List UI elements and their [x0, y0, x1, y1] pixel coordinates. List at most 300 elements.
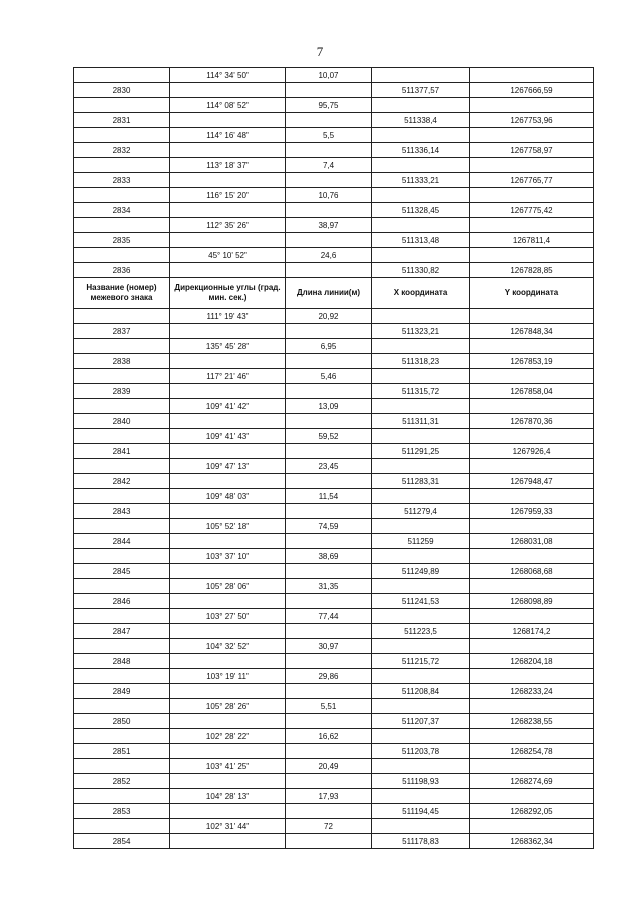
- y-coordinate-cell: 1268274,69: [470, 774, 594, 789]
- table-row: [74, 444, 594, 459]
- y-coordinate-cell: [470, 519, 594, 534]
- y-coordinate-cell: 1267758,97: [470, 143, 594, 158]
- line-length-cell: [286, 564, 372, 579]
- y-coordinate-cell: 1268254,78: [470, 744, 594, 759]
- marker-name-cell: 2843: [74, 504, 170, 519]
- direction-angle-cell: 103° 27' 50": [170, 609, 286, 624]
- x-coordinate-cell: [372, 248, 470, 263]
- y-coordinate-cell: 1267959,33: [470, 504, 594, 519]
- y-coordinate-cell: [470, 789, 594, 804]
- direction-angle-cell: [170, 414, 286, 429]
- x-coordinate-cell: 511333,21: [372, 173, 470, 188]
- y-coordinate-cell: [470, 98, 594, 113]
- y-coordinate-cell: 1267828,85: [470, 263, 594, 278]
- table-row: [74, 534, 594, 549]
- table-row: [74, 459, 594, 474]
- y-coordinate-cell: [470, 549, 594, 564]
- header-y: Y координата: [470, 278, 594, 309]
- table-row: [74, 834, 594, 849]
- line-length-cell: 29,86: [286, 669, 372, 684]
- line-length-cell: 10,76: [286, 188, 372, 203]
- y-coordinate-cell: 1267858,04: [470, 384, 594, 399]
- marker-name-cell: [74, 459, 170, 474]
- marker-name-cell: [74, 609, 170, 624]
- marker-name-cell: [74, 68, 170, 83]
- line-length-cell: [286, 354, 372, 369]
- marker-name-cell: [74, 339, 170, 354]
- y-coordinate-cell: [470, 699, 594, 714]
- x-coordinate-cell: 511315,72: [372, 384, 470, 399]
- line-length-cell: [286, 534, 372, 549]
- direction-angle-cell: 102° 31' 44": [170, 819, 286, 834]
- line-length-cell: [286, 714, 372, 729]
- line-length-cell: 6,95: [286, 339, 372, 354]
- marker-name-cell: [74, 98, 170, 113]
- table-row: [74, 594, 594, 609]
- table-row: [74, 759, 594, 774]
- direction-angle-cell: [170, 83, 286, 98]
- line-length-cell: [286, 143, 372, 158]
- y-coordinate-cell: [470, 188, 594, 203]
- line-length-cell: 24,6: [286, 248, 372, 263]
- table-row: [74, 489, 594, 504]
- marker-name-cell: [74, 699, 170, 714]
- marker-name-cell: [74, 429, 170, 444]
- x-coordinate-cell: [372, 399, 470, 414]
- table-row: [74, 654, 594, 669]
- direction-angle-cell: 114° 08' 52": [170, 98, 286, 113]
- x-coordinate-cell: [372, 549, 470, 564]
- table-row: [74, 143, 594, 158]
- table-row: [74, 354, 594, 369]
- line-length-cell: [286, 233, 372, 248]
- table-row: [74, 128, 594, 143]
- line-length-cell: [286, 263, 372, 278]
- line-length-cell: [286, 414, 372, 429]
- table-row: [74, 113, 594, 128]
- x-coordinate-cell: 511249,89: [372, 564, 470, 579]
- line-length-cell: 23,45: [286, 459, 372, 474]
- x-coordinate-cell: 511279,4: [372, 504, 470, 519]
- direction-angle-cell: 117° 21' 46": [170, 369, 286, 384]
- y-coordinate-cell: [470, 158, 594, 173]
- x-coordinate-cell: 511215,72: [372, 654, 470, 669]
- y-coordinate-cell: 1267926,4: [470, 444, 594, 459]
- table-row: [74, 669, 594, 684]
- line-length-cell: 5,46: [286, 369, 372, 384]
- table-row: [74, 203, 594, 218]
- line-length-cell: 5,5: [286, 128, 372, 143]
- marker-name-cell: [74, 579, 170, 594]
- direction-angle-cell: 103° 37' 10": [170, 549, 286, 564]
- direction-angle-cell: 135° 45' 28": [170, 339, 286, 354]
- y-coordinate-cell: [470, 309, 594, 324]
- line-length-cell: 20,92: [286, 309, 372, 324]
- table-row: [74, 549, 594, 564]
- direction-angle-cell: 114° 16' 48": [170, 128, 286, 143]
- y-coordinate-cell: 1267666,59: [470, 83, 594, 98]
- direction-angle-cell: 113° 18' 37": [170, 158, 286, 173]
- header-x: X координата: [372, 278, 470, 309]
- y-coordinate-cell: [470, 669, 594, 684]
- direction-angle-cell: 109° 41' 42": [170, 399, 286, 414]
- line-length-cell: [286, 774, 372, 789]
- x-coordinate-cell: [372, 369, 470, 384]
- x-coordinate-cell: 511259: [372, 534, 470, 549]
- direction-angle-cell: [170, 173, 286, 188]
- direction-angle-cell: 104° 28' 13": [170, 789, 286, 804]
- marker-name-cell: [74, 519, 170, 534]
- line-length-cell: 38,69: [286, 549, 372, 564]
- y-coordinate-cell: [470, 68, 594, 83]
- direction-angle-cell: 109° 48' 03": [170, 489, 286, 504]
- table-row: [74, 774, 594, 789]
- direction-angle-cell: 104° 32' 52": [170, 639, 286, 654]
- x-coordinate-cell: [372, 759, 470, 774]
- x-coordinate-cell: 511194,45: [372, 804, 470, 819]
- line-length-cell: [286, 654, 372, 669]
- table-row: [74, 384, 594, 399]
- marker-name-cell: 2848: [74, 654, 170, 669]
- x-coordinate-cell: [372, 519, 470, 534]
- header-name: Название (номер) межевого знака: [74, 278, 170, 309]
- direction-angle-cell: [170, 804, 286, 819]
- table-row: [74, 233, 594, 248]
- direction-angle-cell: 102° 28' 22": [170, 729, 286, 744]
- direction-angle-cell: [170, 564, 286, 579]
- x-coordinate-cell: [372, 669, 470, 684]
- x-coordinate-cell: 511328,45: [372, 203, 470, 218]
- direction-angle-cell: 112° 35' 26": [170, 218, 286, 233]
- line-length-cell: 10,07: [286, 68, 372, 83]
- direction-angle-cell: [170, 233, 286, 248]
- line-length-cell: [286, 624, 372, 639]
- direction-angle-cell: 111° 19' 43": [170, 309, 286, 324]
- table-row: [74, 564, 594, 579]
- table-row: [74, 399, 594, 414]
- line-length-cell: [286, 684, 372, 699]
- table-row: [74, 324, 594, 339]
- table-row: [74, 639, 594, 654]
- direction-angle-cell: 103° 41' 25": [170, 759, 286, 774]
- marker-name-cell: [74, 759, 170, 774]
- x-coordinate-cell: [372, 128, 470, 143]
- direction-angle-cell: [170, 534, 286, 549]
- marker-name-cell: [74, 218, 170, 233]
- table-row: [74, 173, 594, 188]
- table-row: [74, 68, 594, 83]
- table-header: [74, 278, 594, 309]
- x-coordinate-cell: 511291,25: [372, 444, 470, 459]
- x-coordinate-cell: [372, 98, 470, 113]
- table-row: [74, 624, 594, 639]
- page-number: 7: [316, 44, 324, 59]
- line-length-cell: 74,59: [286, 519, 372, 534]
- direction-angle-cell: [170, 324, 286, 339]
- marker-name-cell: 2833: [74, 173, 170, 188]
- x-coordinate-cell: 511283,31: [372, 474, 470, 489]
- line-length-cell: 30,97: [286, 639, 372, 654]
- direction-angle-cell: [170, 654, 286, 669]
- y-coordinate-cell: 1268233,24: [470, 684, 594, 699]
- table-row: [74, 188, 594, 203]
- marker-name-cell: 2830: [74, 83, 170, 98]
- x-coordinate-cell: [372, 459, 470, 474]
- x-coordinate-cell: 511318,23: [372, 354, 470, 369]
- x-coordinate-cell: [372, 609, 470, 624]
- y-coordinate-cell: 1268068,68: [470, 564, 594, 579]
- marker-name-cell: [74, 669, 170, 684]
- marker-name-cell: [74, 489, 170, 504]
- direction-angle-cell: 109° 41' 43": [170, 429, 286, 444]
- y-coordinate-cell: [470, 339, 594, 354]
- table-row: [74, 83, 594, 98]
- x-coordinate-cell: 511338,4: [372, 113, 470, 128]
- x-coordinate-cell: 511203,78: [372, 744, 470, 759]
- x-coordinate-cell: [372, 699, 470, 714]
- line-length-cell: [286, 203, 372, 218]
- table-row: [74, 684, 594, 699]
- line-length-cell: [286, 744, 372, 759]
- x-coordinate-cell: [372, 789, 470, 804]
- y-coordinate-cell: [470, 819, 594, 834]
- direction-angle-cell: [170, 354, 286, 369]
- x-coordinate-cell: [372, 188, 470, 203]
- x-coordinate-cell: 511241,53: [372, 594, 470, 609]
- x-coordinate-cell: 511313,48: [372, 233, 470, 248]
- line-length-cell: 16,62: [286, 729, 372, 744]
- line-length-cell: 5,51: [286, 699, 372, 714]
- boundary-coordinates-table: [73, 67, 594, 849]
- direction-angle-cell: [170, 594, 286, 609]
- header-length: Длина линии(м): [286, 278, 372, 309]
- table-row: [74, 789, 594, 804]
- table-row: [74, 504, 594, 519]
- line-length-cell: [286, 834, 372, 849]
- y-coordinate-cell: [470, 729, 594, 744]
- marker-name-cell: [74, 369, 170, 384]
- marker-name-cell: 2851: [74, 744, 170, 759]
- direction-angle-cell: 116° 15' 20": [170, 188, 286, 203]
- x-coordinate-cell: [372, 429, 470, 444]
- x-coordinate-cell: [372, 639, 470, 654]
- marker-name-cell: 2852: [74, 774, 170, 789]
- marker-name-cell: [74, 248, 170, 263]
- table-row: [74, 339, 594, 354]
- direction-angle-cell: 45° 10' 52": [170, 248, 286, 263]
- line-length-cell: [286, 444, 372, 459]
- x-coordinate-cell: 511223,5: [372, 624, 470, 639]
- table-row: [74, 579, 594, 594]
- y-coordinate-cell: 1268204,18: [470, 654, 594, 669]
- line-length-cell: 59,52: [286, 429, 372, 444]
- line-length-cell: [286, 384, 372, 399]
- line-length-cell: 17,93: [286, 789, 372, 804]
- x-coordinate-cell: [372, 218, 470, 233]
- direction-angle-cell: [170, 834, 286, 849]
- y-coordinate-cell: [470, 759, 594, 774]
- table-row: [74, 263, 594, 278]
- x-coordinate-cell: 511311,31: [372, 414, 470, 429]
- marker-name-cell: 2841: [74, 444, 170, 459]
- x-coordinate-cell: [372, 819, 470, 834]
- marker-name-cell: 2844: [74, 534, 170, 549]
- line-length-cell: 77,44: [286, 609, 372, 624]
- line-length-cell: 72: [286, 819, 372, 834]
- line-length-cell: [286, 173, 372, 188]
- direction-angle-cell: 105° 28' 26": [170, 699, 286, 714]
- y-coordinate-cell: 1267848,34: [470, 324, 594, 339]
- marker-name-cell: [74, 309, 170, 324]
- y-coordinate-cell: 1267765,77: [470, 173, 594, 188]
- y-coordinate-cell: 1267753,96: [470, 113, 594, 128]
- line-length-cell: [286, 594, 372, 609]
- direction-angle-cell: [170, 624, 286, 639]
- line-length-cell: 7,4: [286, 158, 372, 173]
- table-row: [74, 158, 594, 173]
- line-length-cell: 95,75: [286, 98, 372, 113]
- header-row: [74, 278, 594, 309]
- y-coordinate-cell: 1268098,89: [470, 594, 594, 609]
- marker-name-cell: [74, 819, 170, 834]
- marker-name-cell: 2849: [74, 684, 170, 699]
- marker-name-cell: [74, 399, 170, 414]
- x-coordinate-cell: 511207,37: [372, 714, 470, 729]
- direction-angle-cell: 105° 28' 06": [170, 579, 286, 594]
- direction-angle-cell: 103° 19' 11": [170, 669, 286, 684]
- line-length-cell: 38,97: [286, 218, 372, 233]
- y-coordinate-cell: [470, 218, 594, 233]
- marker-name-cell: 2850: [74, 714, 170, 729]
- table-row: [74, 714, 594, 729]
- table-row: [74, 309, 594, 324]
- line-length-cell: [286, 113, 372, 128]
- y-coordinate-cell: [470, 248, 594, 263]
- marker-name-cell: 2838: [74, 354, 170, 369]
- table-row: [74, 729, 594, 744]
- y-coordinate-cell: 1268174,2: [470, 624, 594, 639]
- table-row: [74, 369, 594, 384]
- y-coordinate-cell: [470, 399, 594, 414]
- y-coordinate-cell: 1267870,36: [470, 414, 594, 429]
- marker-name-cell: 2837: [74, 324, 170, 339]
- x-coordinate-cell: 511330,82: [372, 263, 470, 278]
- marker-name-cell: 2842: [74, 474, 170, 489]
- marker-name-cell: [74, 729, 170, 744]
- table-body-top: [74, 68, 594, 278]
- direction-angle-cell: [170, 203, 286, 218]
- direction-angle-cell: 109° 47' 13": [170, 459, 286, 474]
- marker-name-cell: 2846: [74, 594, 170, 609]
- line-length-cell: [286, 83, 372, 98]
- x-coordinate-cell: [372, 339, 470, 354]
- y-coordinate-cell: [470, 609, 594, 624]
- y-coordinate-cell: [470, 639, 594, 654]
- table-row: [74, 804, 594, 819]
- x-coordinate-cell: 511198,93: [372, 774, 470, 789]
- x-coordinate-cell: 511323,21: [372, 324, 470, 339]
- x-coordinate-cell: 511377,57: [372, 83, 470, 98]
- y-coordinate-cell: 1268031,08: [470, 534, 594, 549]
- marker-name-cell: 2834: [74, 203, 170, 218]
- direction-angle-cell: [170, 774, 286, 789]
- direction-angle-cell: 114° 34' 50": [170, 68, 286, 83]
- table-row: [74, 699, 594, 714]
- y-coordinate-cell: [470, 459, 594, 474]
- marker-name-cell: [74, 158, 170, 173]
- x-coordinate-cell: [372, 489, 470, 504]
- x-coordinate-cell: [372, 68, 470, 83]
- y-coordinate-cell: 1267811,4: [470, 233, 594, 248]
- direction-angle-cell: [170, 744, 286, 759]
- marker-name-cell: 2832: [74, 143, 170, 158]
- line-length-cell: [286, 474, 372, 489]
- line-length-cell: [286, 324, 372, 339]
- y-coordinate-cell: [470, 489, 594, 504]
- marker-name-cell: 2847: [74, 624, 170, 639]
- line-length-cell: [286, 504, 372, 519]
- y-coordinate-cell: 1268362,34: [470, 834, 594, 849]
- direction-angle-cell: [170, 263, 286, 278]
- x-coordinate-cell: 511208,84: [372, 684, 470, 699]
- line-length-cell: 20,49: [286, 759, 372, 774]
- table-row: [74, 218, 594, 233]
- table-row: [74, 429, 594, 444]
- marker-name-cell: [74, 128, 170, 143]
- direction-angle-cell: [170, 113, 286, 128]
- table-row: [74, 414, 594, 429]
- marker-name-cell: [74, 549, 170, 564]
- marker-name-cell: 2839: [74, 384, 170, 399]
- y-coordinate-cell: [470, 429, 594, 444]
- marker-name-cell: 2835: [74, 233, 170, 248]
- y-coordinate-cell: [470, 579, 594, 594]
- y-coordinate-cell: 1267853,19: [470, 354, 594, 369]
- direction-angle-cell: [170, 684, 286, 699]
- table-row: [74, 248, 594, 263]
- x-coordinate-cell: [372, 309, 470, 324]
- marker-name-cell: 2853: [74, 804, 170, 819]
- direction-angle-cell: 105° 52' 18": [170, 519, 286, 534]
- table-row: [74, 609, 594, 624]
- x-coordinate-cell: [372, 579, 470, 594]
- table-row: [74, 98, 594, 113]
- direction-angle-cell: [170, 143, 286, 158]
- y-coordinate-cell: 1268238,55: [470, 714, 594, 729]
- table-row: [74, 819, 594, 834]
- table-row: [74, 744, 594, 759]
- direction-angle-cell: [170, 504, 286, 519]
- direction-angle-cell: [170, 444, 286, 459]
- table-body-main: [74, 309, 594, 849]
- direction-angle-cell: [170, 714, 286, 729]
- header-angle: Дирекционные углы (град. мин. сек.): [170, 278, 286, 309]
- direction-angle-cell: [170, 474, 286, 489]
- x-coordinate-cell: 511336,14: [372, 143, 470, 158]
- y-coordinate-cell: 1267948,47: [470, 474, 594, 489]
- marker-name-cell: [74, 639, 170, 654]
- line-length-cell: 11,54: [286, 489, 372, 504]
- marker-name-cell: 2840: [74, 414, 170, 429]
- x-coordinate-cell: 511178,83: [372, 834, 470, 849]
- x-coordinate-cell: [372, 729, 470, 744]
- line-length-cell: 13,09: [286, 399, 372, 414]
- table-row: [74, 474, 594, 489]
- x-coordinate-cell: [372, 158, 470, 173]
- y-coordinate-cell: [470, 369, 594, 384]
- line-length-cell: 31,35: [286, 579, 372, 594]
- marker-name-cell: 2854: [74, 834, 170, 849]
